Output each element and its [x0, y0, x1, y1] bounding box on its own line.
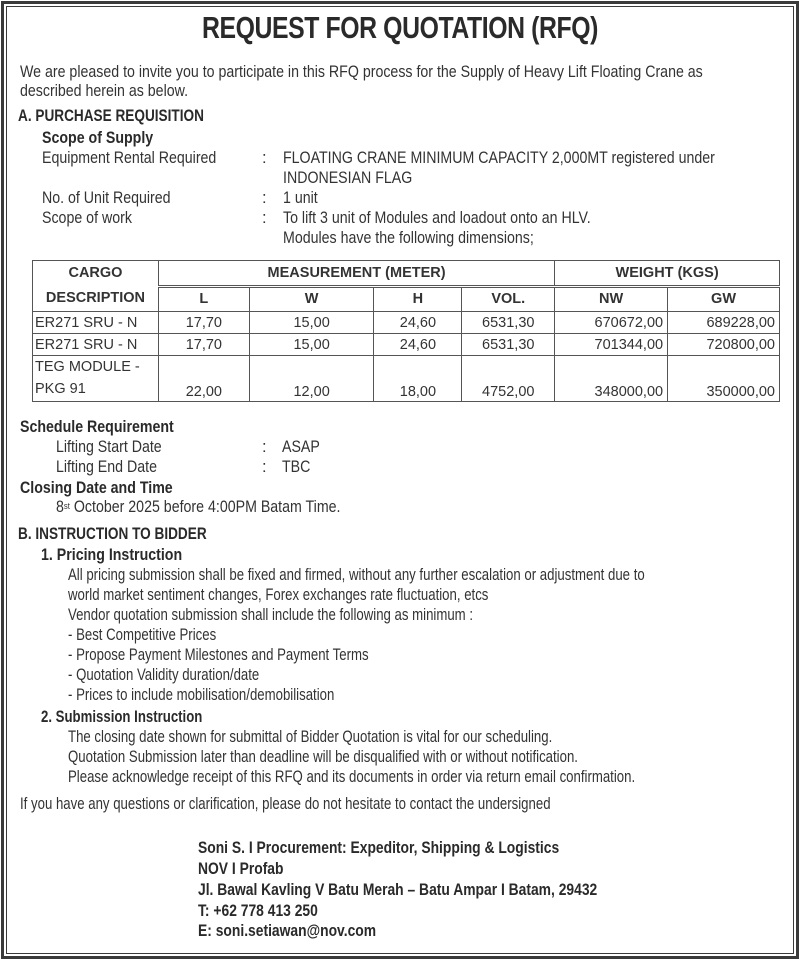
contact-address: Jl. Bawal Kavling V Batu Merah – Batu Ampar I Batam, 29432 — [198, 881, 598, 899]
contact-company: NOV I Profab — [198, 860, 284, 878]
cell-nw: 348000,00 — [555, 356, 668, 402]
cell-gw: 689228,00 — [668, 312, 780, 334]
pricing-text-line-3: Vendor quotation submission shall include the following as minimum : — [68, 606, 474, 624]
header-w: W — [249, 286, 374, 312]
submission-instruction-heading: 2. Submission Instruction — [41, 708, 203, 726]
pricing-bullet: - Prices to include mobilisation/demobilisation — [68, 686, 335, 704]
scope-of-work-label: Scope of work — [42, 209, 132, 227]
colon-separator: : — [262, 438, 267, 456]
cell-l: 22,00 — [158, 356, 249, 402]
contact-phone: T: +62 778 413 250 — [198, 902, 318, 920]
header-nw: NW — [555, 286, 668, 312]
header-gw: GW — [668, 286, 780, 312]
cell-l: 17,70 — [158, 312, 249, 334]
header-weight-group: WEIGHT (KGS) — [555, 261, 780, 287]
cell-description: ER271 SRU - N — [33, 334, 159, 356]
cell-l: 17,70 — [158, 334, 249, 356]
no-of-unit-value: 1 unit — [283, 189, 318, 207]
table-row — [33, 356, 780, 402]
pricing-text-line-1: All pricing submission shall be fixed and firmed, without any further escalation or adjustment due to — [68, 566, 645, 584]
equipment-rental-value-line-1: FLOATING CRANE MINIMUM CAPACITY 2,000MT registered under — [283, 149, 715, 167]
lifting-start-label: Lifting Start Date — [56, 438, 162, 456]
submission-text-line-3: Please acknowledge receipt of this RFQ and its documents in order via return email confirmation. — [68, 768, 636, 786]
cell-nw: 670672,00 — [555, 312, 668, 334]
closing-date-heading: Closing Date and Time — [20, 479, 173, 497]
cell-gw: 350000,00 — [668, 356, 780, 402]
header-vol: VOL. — [462, 286, 555, 312]
lifting-start-value: ASAP — [282, 438, 320, 456]
cell-vol: 4752,00 — [462, 356, 555, 402]
cell-h: 24,60 — [374, 312, 462, 334]
colon-separator: : — [262, 209, 267, 227]
colon-separator: : — [262, 458, 267, 476]
no-of-unit-label: No. of Unit Required — [42, 189, 171, 207]
pricing-text-line-2: world market sentiment changes, Forex exchanges rate fluctuation, etcs — [68, 586, 489, 604]
document-title: REQUEST FOR QUOTATION (RFQ) — [201, 10, 599, 45]
section-a-heading: A. PURCHASE REQUISITION — [18, 106, 204, 125]
scope-of-supply-heading: Scope of Supply — [42, 129, 154, 147]
header-measurement-group: MEASUREMENT (METER) — [158, 261, 554, 287]
cell-gw: 720800,00 — [668, 334, 780, 356]
schedule-requirement-heading: Schedule Requirement — [20, 418, 174, 436]
section-b-heading: B. INSTRUCTION TO BIDDER — [18, 524, 207, 543]
colon-separator: : — [262, 149, 267, 167]
intro-text-line-2: described herein as below. — [20, 82, 189, 100]
cell-vol: 6531,30 — [462, 312, 555, 334]
cell-description: ER271 SRU - N — [33, 312, 159, 334]
header-l: L — [158, 286, 249, 312]
cell-nw: 701344,00 — [555, 334, 668, 356]
header-cargo-description: CARGO DESCRIPTION — [33, 261, 159, 312]
contact-email[interactable]: E: soni.setiawan@nov.com — [198, 922, 377, 940]
cell-w: 12,00 — [249, 356, 374, 402]
cell-w: 15,00 — [249, 334, 374, 356]
closing-note: If you have any questions or clarification, please do not hesitate to contact the undersigned — [20, 795, 551, 813]
header-h: H — [374, 286, 462, 312]
submission-text-line-2: Quotation Submission later than deadline will be disqualified with or without notification. — [68, 748, 578, 766]
lifting-end-value: TBC — [282, 458, 311, 476]
submission-text-line-1: The closing date shown for submittal of Bidder Quotation is vital for our scheduling. — [68, 728, 553, 746]
cell-vol: 6531,30 — [462, 334, 555, 356]
cell-w: 15,00 — [249, 312, 374, 334]
cell-h: 18,00 — [374, 356, 462, 402]
table-row — [33, 334, 780, 356]
scope-of-work-value-line-2: Modules have the following dimensions; — [283, 229, 534, 247]
cell-description: TEG MODULE - PKG 91 — [33, 356, 159, 402]
table-header-row — [33, 261, 780, 287]
contact-name-title: Soni S. I Procurement: Expeditor, Shipping & Logistics — [198, 839, 560, 857]
cell-h: 24,60 — [374, 334, 462, 356]
pricing-bullet: - Best Competitive Prices — [68, 626, 217, 644]
cargo-dimensions-table — [32, 260, 780, 402]
pricing-bullet: - Propose Payment Milestones and Payment Terms — [68, 646, 369, 664]
colon-separator: : — [262, 189, 267, 207]
table-row — [33, 312, 780, 334]
equipment-rental-value-line-2: INDONESIAN FLAG — [283, 169, 413, 187]
pricing-instruction-heading: 1. Pricing Instruction — [41, 546, 183, 564]
scope-of-work-value-line-1: To lift 3 unit of Modules and loadout onto an HLV. — [283, 209, 591, 227]
intro-text-line-1: We are pleased to invite you to participate in this RFQ process for the Supply of Heavy Lift Floating Crane as — [20, 63, 703, 81]
closing-date-value: 8st October 2025 before 4:00PM Batam Time. — [56, 498, 341, 516]
pricing-bullet: - Quotation Validity duration/date — [68, 666, 260, 684]
lifting-end-label: Lifting End Date — [56, 458, 157, 476]
equipment-rental-label: Equipment Rental Required — [42, 149, 217, 167]
